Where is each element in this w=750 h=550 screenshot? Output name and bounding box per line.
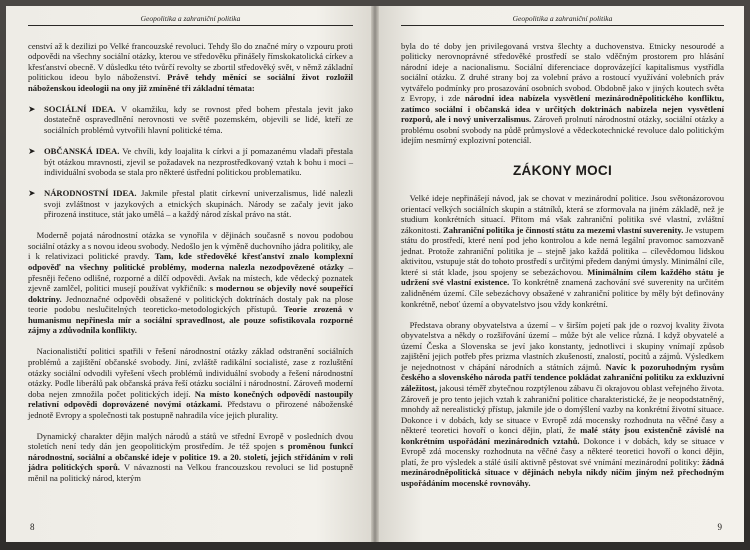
bold-run: Teorie zrozená v humanismu nepřinesla mír a sociální spravedlnost, ale pouze sofistikovala rozporné zájmy a zdůvodnila konflikty. — [28, 304, 354, 336]
book-gutter — [371, 6, 379, 542]
bullet-item-civic — [28, 146, 353, 178]
text-run: cenství až k dezilizi po Velké francouzské revoluci. Tehdy šlo do značné míry o vzpouru proti odpovědi na všechny sociální otázky, kterou ve středověku přinášely římskokatolická církev a křesťanství obecně. V důsledku této tvůrčí revolty se zbortil středověký svět, v němž základní politickou ideou bylo náboženství. — [28, 40, 353, 83]
text-run: – přesněji řečeno odlišné, rozporné a dílčí odpovědi. Avšak na místech, kde vědecký poznatek zjevně zamlčel, politici musejí používat vykřičník: — [28, 262, 353, 294]
text-run: Jednoznačné odpovědi obsažené v politických doktrínách dostaly pak na plose teorie podobu neslučitelných teoreticko-metodologických přístupů. — [28, 293, 353, 315]
text-run: Je vstupem státu do prostředí, které není pod jeho kontrolou a kde nemá legální pravomoc samozvaně jednat. Protože zahraniční politika je – stejně jako každá politika – cílevědomou lidskou aktivitou, vstupuje stát do tohoto prostředí s určitými předem danými úmysly. Minimální cíle, které si stát klade, jsou spojeny se sebezáchovou. — [401, 224, 724, 277]
text-run: Dynamický charakter dějin malých národů a států ve střední Evropě v posledních dvou stoletích není tedy dán jen geopolitickým prostředím. Je též spojen — [28, 430, 353, 452]
right-page — [379, 6, 744, 542]
bullet-text — [44, 188, 353, 220]
bullet-item-national — [28, 188, 353, 220]
bold-run: Tam, kde středověké křesťanství znalo komplexní odpověď na všechny politické problémy, moderna nalezla nezodpovězené otázky — [28, 251, 353, 273]
bold-run: Zahraniční politika je činností státu za mezemi vlastní suverenity. — [443, 224, 684, 235]
text-run: Velké ideje nepřinášejí návod, jak se chovat v mezinárodní politice. Jsou světonázorovou orientací velkých sociálních skupin a státníků, která se zformovala na jiném základě, než je studium konkrétních situací. Přitom má však zahraniční politika své vlastní, zvláštní zákonitosti. — [401, 193, 724, 235]
bullet-text — [44, 146, 353, 178]
paragraph — [28, 346, 353, 420]
text-run: To konkrétně znamená zachování své suverenity na určitém zalidněném území. Cíle sebezáchovy obsažené v zahraniční politice by měly být definovány konkrétně, neboť území a obyvatelstvo jsou vždy konkrétní. — [401, 277, 724, 309]
paragraph — [28, 41, 353, 94]
arrow-bullet-icon: ➤ — [28, 146, 36, 157]
left-page-text — [28, 30, 353, 494]
bold-run: Na místo konečných odpovědí nastoupily relativní odpovědi doprovázené novými otázkami. — [28, 388, 353, 410]
text-run: Zároveň prolnutí národnostní otázky, sociální otázky a problému osobní svobody na půdě průmyslové a vědeckotechnické revoluce dalo politickým idejím nesmírný explozivní potenciál. — [401, 114, 724, 146]
bullet-text — [44, 104, 353, 136]
left-page — [6, 6, 371, 542]
bold-run: s proměnou funkcí národnostní, sociální a občanské ideje v politice 19. a 20. století, jejich střídáním v roli jádra politických sporů. — [28, 441, 353, 473]
text-run: V návaznosti na Velkou francouzskou revoluci se lid postupně měnil na politický národ, kterým — [28, 462, 354, 483]
text-run: Představu o přirozené náboženské jednotě Evropy a společnosti tak postupně nahradila více jejich plurality. — [28, 399, 353, 420]
text-run: Moderně pojatá národnostní otázka se vynořila v dějinách současně s novou podobou sociální otázky a s novou ideou svobody. Nedošlo jen k výměně duchovního jádra politiky, ale i k relativizaci politické pravdy. — [28, 230, 353, 262]
arrow-bullet-icon: ➤ — [28, 188, 36, 199]
text-run: byla do té doby jen privilegovaná vrstva šlechty a duchovenstva. Etnicky nesourodé a politicky nerovnoprávné středověké prostředí se stalo vděčným prostorem pro hlásání národní ideje a nacionalismu. Sociální diferenciace doprovázející kapitalismus vystřídla sociální otázku. Z druhé strany boj za volební právo a rostoucí využívání volebních práv vytvářelo podmínky pro prosazování osobních svobod. Obdobně jako v jiných koutech světa z Evropy, i zde — [401, 40, 724, 104]
bold-run: malé státy jsou existenčně závislé na konkrétním uspořádání mezinárodních vztahů. — [401, 425, 724, 446]
bold-run: národní idea nabízela vysvětlení mezinárodněpolitického konfliktu, zatímco sociální i občanská idea v určitých doktrinách nabízela nejen vysvětlení rozporů, ale i nový univerzalismus. — [401, 93, 724, 125]
paragraph — [28, 431, 353, 484]
bold-run: s modernou se objevily nové soupeřící doktríny. — [28, 283, 353, 304]
bullet-item-social — [28, 104, 353, 136]
text-run: Představa obrany obyvatelstva a území – v širším pojetí pak jde o rozvoj kvality života obyvatelstva a někdy o rozšiřování území – může být ale velice různá. I když obyvatelé a území Česka a Slovenska se jeví jako konstanty, jednotlivci i skupiny vnímají způsob zajištění jejich potřeb přes prizma vlastních zkušeností, znalostí, pocitů a zájmů. Výsledkem je nejednotnost v chápání národních a státních zájmů. — [401, 319, 724, 372]
bold-run: Navíc k pozoruhodným rysům českého a slovenského národa patří tendence pokládat zahraniční politiku za exkluzivní záležitost, — [401, 361, 724, 393]
text-run: Dokonce i v dobách, kdy se situace v Evropě zdá mocensky rozhodnuta na věčné časy a některé teoretici hovoří o konci dějin, platí, že pro výsledek a stálé úsilí aktivně pěstovat své vnímání mezinárodní politiky: — [401, 435, 724, 467]
bold-run: Právě tehdy měnící se sociální život rozložil náboženskou ideologii na ony již zmíněné tři základní témata: — [28, 72, 353, 93]
bullet-title: SOCIÁLNÍ IDEA. — [44, 103, 116, 114]
page-number-right: 9 — [717, 522, 722, 532]
page-number-left: 8 — [30, 522, 35, 532]
bold-run: žádná mezinárodněpolitická situace v dějinách nebyla nikdy ničím jiným než přechodným uspořádáním mocenské rovnováhy. — [401, 456, 724, 488]
right-page-text-2 — [401, 183, 724, 499]
bullet-title: NÁRODNOSTNÍ IDEA. — [44, 188, 137, 199]
arrow-bullet-icon: ➤ — [28, 103, 36, 114]
paragraph — [401, 193, 724, 309]
bullet-body: V okamžiku, kdy se rovnost před bohem přestala jevit jako dostatečně ospravedlnění nerovnosti ve světě pozemském, objevili se lidé, kteří ze sociálních problémů vytvořili hlavní politické téma. — [44, 103, 353, 135]
text-run: Nacionalističtí politici spatřili v řešení národnostní otázky základ odstranění sociálních problémů a zajištění občanské svobody. Jiní, zvláště radikální socialisté, zase z rozluštění otázky sociální odvodili vyřešení všech problémů individuální svobody a řešení národnostní otázky. Podle liberálů pak občanská práva řeší otázku sociální i národnostní. Zároveň moderní doba nejen zmnožila počet politických idejí. — [28, 346, 353, 399]
running-head-right: Geopolitika a zahraniční politika — [401, 14, 724, 26]
bullet-title: OBČANSKÁ IDEA. — [44, 146, 120, 157]
section-heading: ZÁKONY MOCI — [512, 162, 613, 178]
right-page-text — [401, 30, 724, 157]
bullet-body: Ve chvíli, kdy loajalita k církvi a jí pomazanému vladaři přestala být otázkou mravnosti, zjevil se požadavek na nezprostředkovaný vztah k bohu i moci – individuální svoboda se stala pro některé ústřední politickou problematiku. — [44, 146, 353, 178]
paragraph — [401, 41, 724, 146]
text-run: jakousi téměř zbytečnou rozptýlenou zábavu či okrajovou oblast veřejného života. Zároveň je pro tento jejich vztah k zahraniční politice charakteristické, že je neopodstatněný, mnohdy až nerealistický přístup, jakmile jde o domýšlení vazby na konkrétní životní situace. Dokonce i v dobách, kdy se situace v Evropě zdá mocensky rozhodnuta na věčné časy a některé teoretici hovoří o konci dějin, platí, že — [401, 382, 724, 436]
paragraph — [401, 320, 724, 489]
running-head-left: Geopolitika a zahraniční politika — [28, 14, 353, 26]
paragraph — [28, 230, 353, 335]
bold-run: Minimálním cílem každého státu je udržení své vlastní existence. — [401, 266, 725, 288]
bullet-body: Jakmile přestal platit církevní univerzalismus, lidé nalezli svoji zvláštnost v jazykových a etnických skupinách. Národy se začaly jevit jako přirozená instituce, stát jako umělá – a každý národ získal právo na stát. — [44, 188, 354, 220]
